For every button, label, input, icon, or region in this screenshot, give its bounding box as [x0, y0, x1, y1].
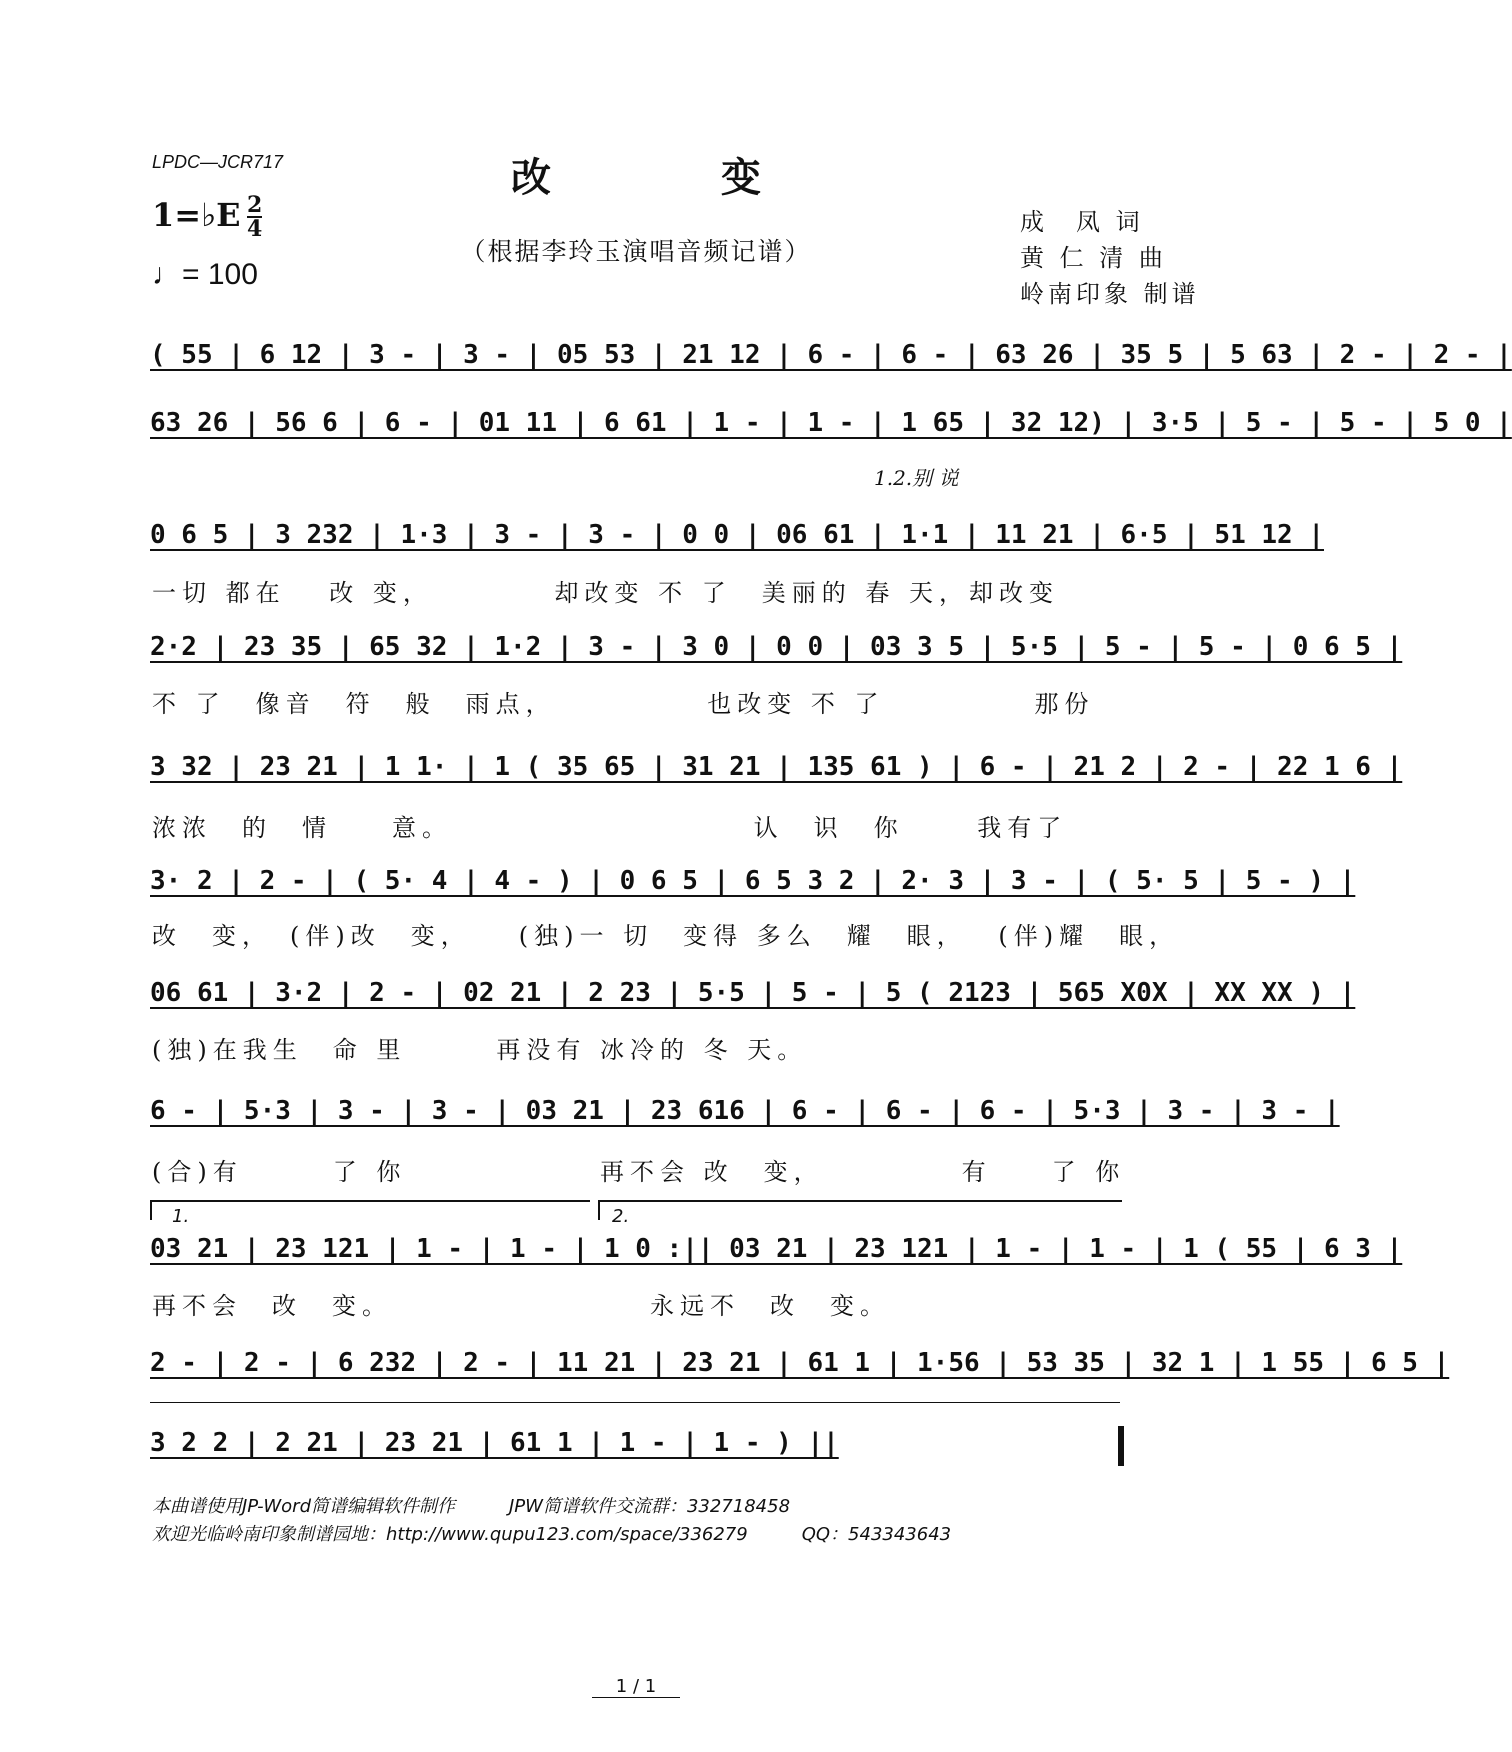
notes: 2·2 | 23 35 | 65 32 | 1·2 | 3 - | 3 0 | 0 0 | 03 3 5 | 5·5 | 5 - | 5 - | 0 6 5 |: [150, 632, 1403, 662]
notation-line-10: [150, 1348, 1450, 1378]
notes: 6 - | 5·3 | 3 - | 3 - | 03 21 | 23 616 | 6 - | 6 - | 6 - | 5·3 | 3 - | 3 - |: [150, 1096, 1340, 1126]
notation-line-7: [150, 978, 1356, 1008]
time-signature: [247, 194, 262, 240]
lyric-line-2: 不 了 像音 符 般 雨点， 也改变 不 了 那份: [152, 690, 1095, 718]
notation-line-5: [150, 752, 1403, 782]
key-signature: 1=♭E: [152, 196, 241, 234]
notation-line-9: [150, 1234, 1403, 1264]
volta-bracket-1: [150, 1200, 590, 1220]
system-rule: [150, 1402, 1120, 1403]
notes: 0 6 5 | 3 232 | 1·3 | 3 - | 3 - | 0 0 | 06 61 | 1·1 | 11 21 | 6·5 | 51 12 |: [150, 520, 1324, 550]
volta-label-1: 1.: [172, 1206, 190, 1227]
arranger-credit: 岭南印象 制谱: [1020, 280, 1200, 308]
tempo-marking: ♩= 100: [152, 258, 258, 291]
notation-line-4: [150, 632, 1403, 662]
notation-line-6: [150, 866, 1356, 896]
page-number-text: 1 / 1: [592, 1676, 680, 1698]
lyric-line-6: (合)有 了 你 再不会 改 变， 有 了 你: [152, 1158, 1126, 1186]
footer-website-note: 欢迎光临岭南印象制谱园地：http://www.qupu123.com/space/336279 QQ：543343643: [152, 1524, 952, 1545]
score-code: LPDC—JCR717: [152, 152, 284, 172]
notes: 3· 2 | 2 - | ( 5· 4 | 4 - ) | 0 6 5 | 6 5 3 2 | 2· 3 | 3 - | ( 5· 5 | 5 - ) |: [150, 866, 1356, 896]
notes: 06 61 | 3·2 | 2 - | 02 21 | 2 23 | 5·5 | 5 - | 5 ( 2123 | 565 X0X | XX XX ) |: [150, 978, 1356, 1008]
lyric-line-4: 改 变， (伴)改 变， (独)一 切 变得 多么 耀 眼， (伴)耀 眼，: [152, 922, 1180, 950]
volta-label-2: 2.: [612, 1206, 630, 1227]
verse-mark: 1.2.别 说: [874, 466, 959, 490]
notes: 63 26 | 56 6 | 6 - | 01 11 | 6 61 | 1 - | 1 - | 1 65 | 32 12) | 3·5 | 5 - | 5 - | 5 0 |: [150, 408, 1512, 438]
notation-line-3: [150, 520, 1324, 550]
lyric-line-5: (独)在我生 命 里 再没有 冰冷的 冬 天。: [152, 1036, 808, 1064]
composer-credit: 黄 仁 清 曲: [1020, 244, 1167, 272]
notation-line-2: [150, 408, 1512, 438]
notes: 3 32 | 23 21 | 1 1· | 1 ( 35 65 | 31 21 | 135 61 ) | 6 - | 21 2 | 2 - | 22 1 6 |: [150, 752, 1403, 782]
notes: 2 - | 2 - | 6 232 | 2 - | 11 21 | 23 21 | 61 1 | 1·56 | 53 35 | 32 1 | 1 55 | 6 5 |: [150, 1348, 1450, 1378]
page-number: [0, 1676, 1272, 1697]
subtitle: （根据李玲玉演唱音频记谱）: [460, 237, 812, 266]
notation-line-11: [150, 1428, 1110, 1458]
lyric-line-7: 再不会 改 变。 永远不 改 变。: [152, 1292, 890, 1320]
footer-software-note: 本曲谱使用JP-Word简谱编辑软件制作 JPW简谱软件交流群：332718458: [152, 1496, 791, 1517]
notes: 03 21 | 23 121 | 1 - | 1 - | 1 0 :|| 03 21 | 23 121 | 1 - | 1 - | 1 ( 55 | 6 3 |: [150, 1234, 1403, 1264]
meter-top: 2: [247, 192, 263, 218]
lyric-line-3: 浓浓 的 情 意。 认 识 你 我有了: [152, 814, 1068, 842]
notation-line-1: [150, 340, 1512, 370]
notes: 3 2 2 | 2 21 | 23 21 | 61 1 | 1 - | 1 - ) ||: [150, 1428, 839, 1458]
lyricist-credit: 成 凤 词: [1020, 208, 1144, 236]
song-title: 改 变: [511, 154, 839, 201]
final-barline: [1118, 1426, 1124, 1466]
lyric-line-1: 一切 都在 改 变， 却改变 不 了 美丽的 春 天，却改变: [152, 579, 1060, 607]
notes: ( 55 | 6 12 | 3 - | 3 - | 05 53 | 21 12 | 6 - | 6 - | 63 26 | 35 5 | 5 63 | 2 - | 2 - |: [150, 340, 1512, 370]
meter-bottom: 4: [247, 216, 263, 242]
notation-line-8: [150, 1096, 1340, 1126]
volta-bracket-2: [598, 1200, 1122, 1220]
